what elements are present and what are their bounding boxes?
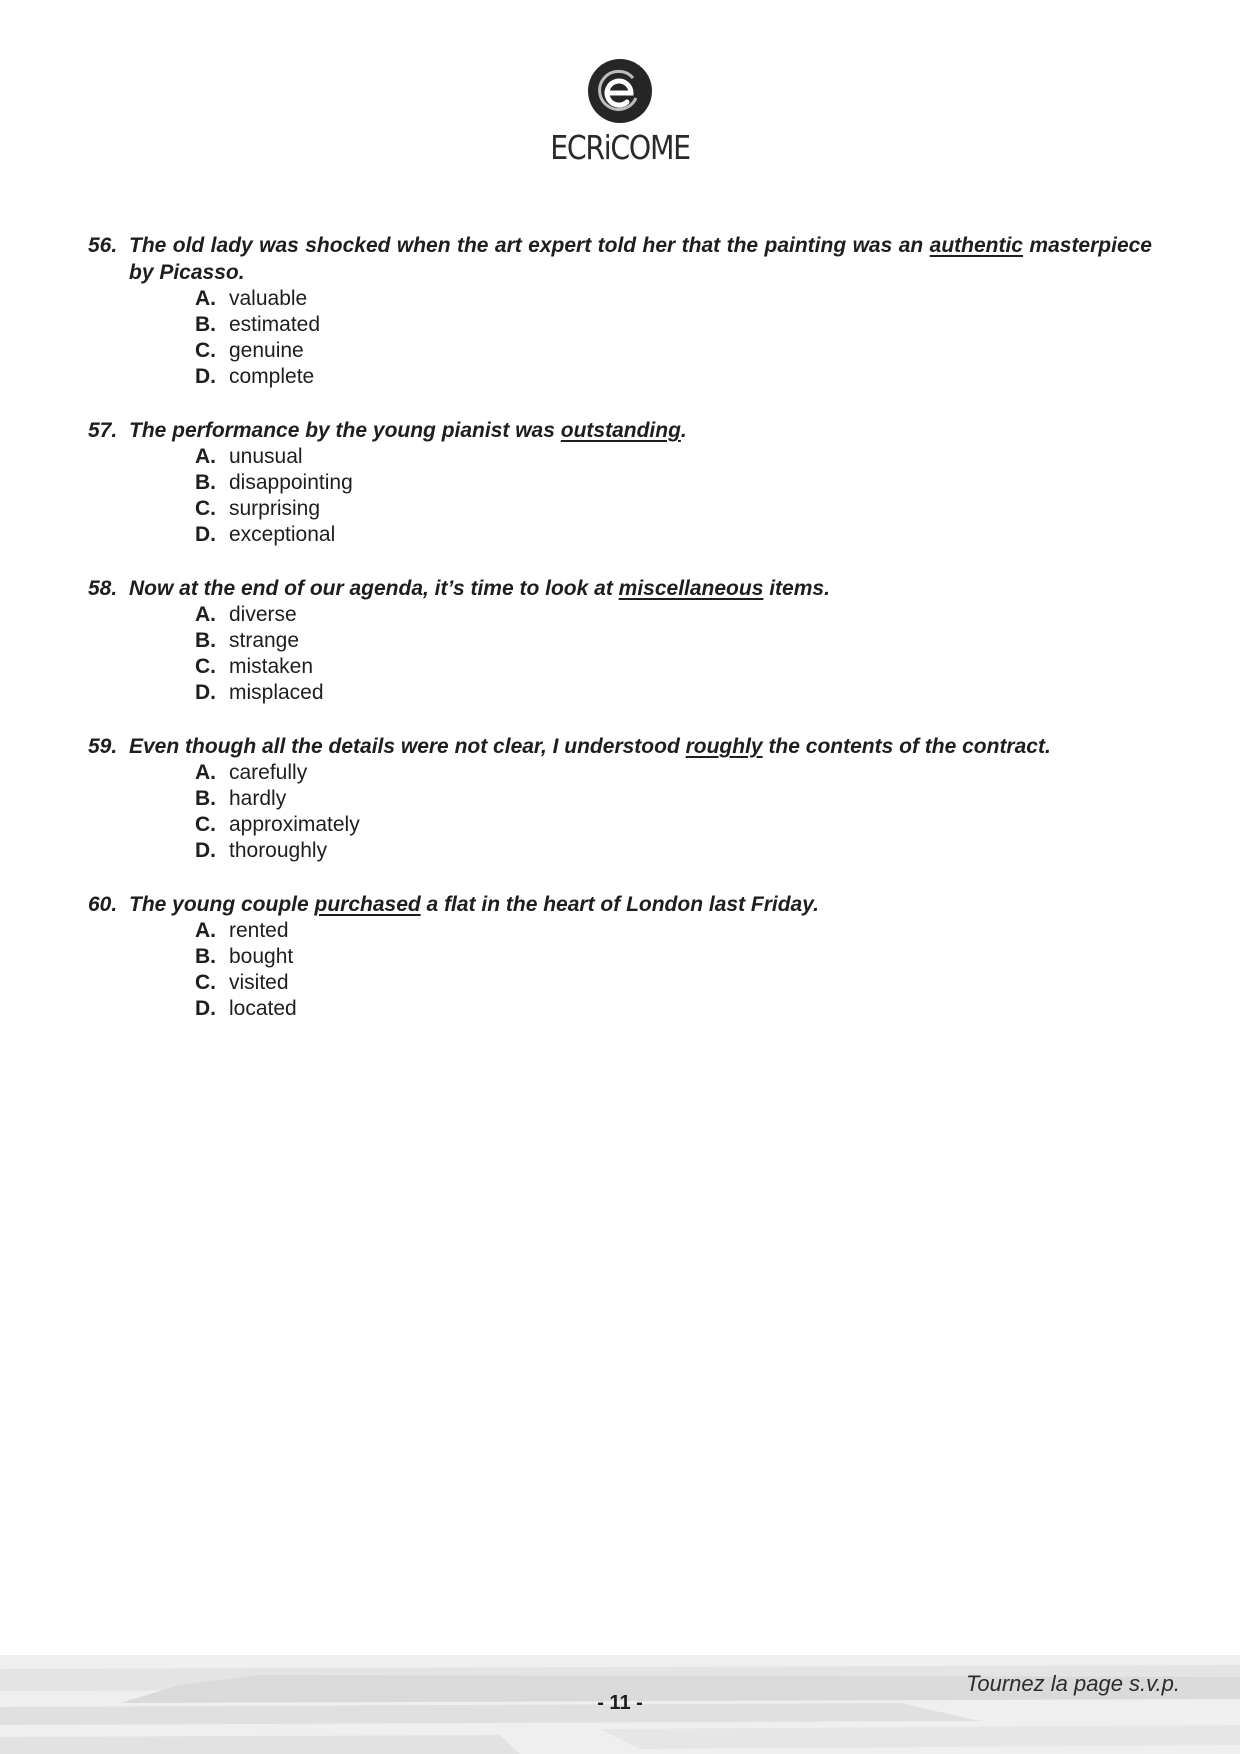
answer-option — [195, 286, 1152, 312]
question-text-after: items. — [763, 577, 830, 600]
option-letter-value: A — [195, 603, 211, 626]
question-text — [129, 417, 1152, 444]
option-letter-value: D — [195, 681, 211, 704]
page-number: - 11 - — [597, 1692, 643, 1714]
question-text-after: the contents of the contract. — [762, 735, 1051, 758]
underlined-word: outstanding — [560, 419, 681, 442]
option-text: estimated — [229, 313, 321, 336]
option-letter-value: B — [195, 629, 211, 652]
option-letter-value: A — [195, 761, 211, 784]
answer-option — [195, 496, 1152, 522]
option-letter: B. — [195, 945, 217, 968]
answer-option — [195, 680, 1152, 706]
answer-options — [88, 444, 1152, 548]
question-text-after: masterpiece by Picasso. — [129, 234, 1152, 284]
option-letter-value: D — [195, 997, 211, 1020]
answer-option — [195, 522, 1152, 548]
option-letter: B. — [195, 313, 217, 336]
option-text: complete — [229, 365, 315, 388]
question-block — [88, 232, 1152, 390]
answer-options — [88, 918, 1152, 1022]
answer-option — [195, 970, 1152, 996]
question-block — [88, 575, 1152, 706]
answer-option — [195, 312, 1152, 338]
option-text: hardly — [229, 787, 287, 810]
option-text: bought — [229, 945, 294, 968]
option-letter-value: B — [195, 471, 211, 494]
question-list — [88, 232, 1152, 1049]
question-number: 58. — [88, 577, 118, 600]
option-text: disappointing — [229, 471, 353, 494]
answer-options — [88, 760, 1152, 864]
question-stem — [88, 891, 1152, 918]
question-text-before: The young couple — [129, 893, 315, 916]
question-text-before: Even though all the details were not clear, I understood — [129, 735, 686, 758]
option-letter: D. — [195, 997, 217, 1020]
option-letter-value: A — [195, 445, 211, 468]
answer-option — [195, 838, 1152, 864]
answer-option — [195, 364, 1152, 390]
option-letter: A. — [195, 919, 217, 942]
option-letter: A. — [195, 603, 217, 626]
question-text — [129, 575, 1152, 602]
option-letter: B. — [195, 787, 217, 810]
answer-option — [195, 444, 1152, 470]
question-text — [129, 733, 1152, 760]
option-letter: C. — [195, 497, 217, 520]
question-stem — [88, 232, 1152, 286]
option-text: approximately — [229, 813, 360, 836]
question-text-after: . — [680, 419, 687, 442]
option-letter-value: C — [195, 339, 211, 362]
answer-option — [195, 944, 1152, 970]
option-letter-value: A — [195, 287, 211, 310]
answer-option — [195, 654, 1152, 680]
option-text: located — [229, 997, 297, 1020]
option-letter-value: C — [195, 813, 211, 836]
underlined-word: purchased — [314, 893, 421, 916]
option-text: valuable — [229, 287, 308, 310]
question-text-before: The performance by the young pianist was — [129, 419, 561, 442]
underlined-word: roughly — [685, 735, 763, 758]
turn-page-note: Tournez la page s.v.p. — [965, 1671, 1180, 1696]
answer-option — [195, 760, 1152, 786]
question-text-before: Now at the end of our agenda, it’s time to look at — [129, 577, 619, 600]
question-text-before: The old lady was shocked when the art expert told her that the painting was an — [129, 234, 930, 257]
option-letter-value: C — [195, 971, 211, 994]
answer-option — [195, 602, 1152, 628]
question-text-after: a flat in the heart of London last Friday. — [420, 893, 819, 916]
logo-wordmark: ECRiCOME — [550, 128, 690, 167]
option-letter-value: D — [195, 365, 211, 388]
option-letter: D. — [195, 681, 217, 704]
option-letter-value: B — [195, 787, 211, 810]
option-text: genuine — [229, 339, 304, 362]
answer-option — [195, 470, 1152, 496]
option-letter-value: D — [195, 523, 211, 546]
option-letter: D. — [195, 839, 217, 862]
option-text: surprising — [229, 497, 321, 520]
answer-option — [195, 628, 1152, 654]
question-number: 57. — [88, 419, 118, 442]
question-block — [88, 733, 1152, 864]
option-letter: D. — [195, 365, 217, 388]
option-letter: C. — [195, 813, 217, 836]
question-stem — [88, 417, 1152, 444]
option-letter-value: C — [195, 497, 211, 520]
question-stem — [88, 575, 1152, 602]
underlined-word: miscellaneous — [618, 577, 764, 600]
option-letter: A. — [195, 287, 217, 310]
option-text: misplaced — [229, 681, 324, 704]
answer-options — [88, 286, 1152, 390]
option-letter: C. — [195, 339, 217, 362]
option-letter-value: B — [195, 945, 211, 968]
answer-option — [195, 786, 1152, 812]
answer-option — [195, 338, 1152, 364]
option-letter: C. — [195, 655, 217, 678]
option-text: thoroughly — [229, 839, 328, 862]
answer-option — [195, 918, 1152, 944]
option-letter: B. — [195, 471, 217, 494]
option-text: unusual — [229, 445, 303, 468]
option-letter-value: B — [195, 313, 211, 336]
question-number: 60. — [88, 893, 118, 916]
question-block — [88, 417, 1152, 548]
option-text: exceptional — [229, 523, 336, 546]
option-letter: B. — [195, 629, 217, 652]
option-letter: A. — [195, 445, 217, 468]
question-block — [88, 891, 1152, 1022]
option-text: rented — [229, 919, 289, 942]
option-letter-value: D — [195, 839, 211, 862]
option-text: diverse — [229, 603, 297, 626]
option-letter-value: A — [195, 919, 211, 942]
question-stem — [88, 733, 1152, 760]
option-letter: D. — [195, 523, 217, 546]
answer-option — [195, 996, 1152, 1022]
question-text — [129, 232, 1152, 286]
ecricome-emblem-icon — [587, 58, 653, 124]
question-number: 59. — [88, 735, 118, 758]
option-text: strange — [229, 629, 300, 652]
option-text: mistaken — [229, 655, 314, 678]
option-letter-value: C — [195, 655, 211, 678]
ecricome-logo — [0, 58, 1240, 167]
option-letter: A. — [195, 761, 217, 784]
option-text: visited — [229, 971, 289, 994]
option-text: carefully — [229, 761, 308, 784]
question-number: 56. — [88, 234, 118, 257]
answer-option — [195, 812, 1152, 838]
underlined-word: authentic — [929, 234, 1023, 257]
option-letter: C. — [195, 971, 217, 994]
question-text — [129, 891, 1152, 918]
answer-options — [88, 602, 1152, 706]
